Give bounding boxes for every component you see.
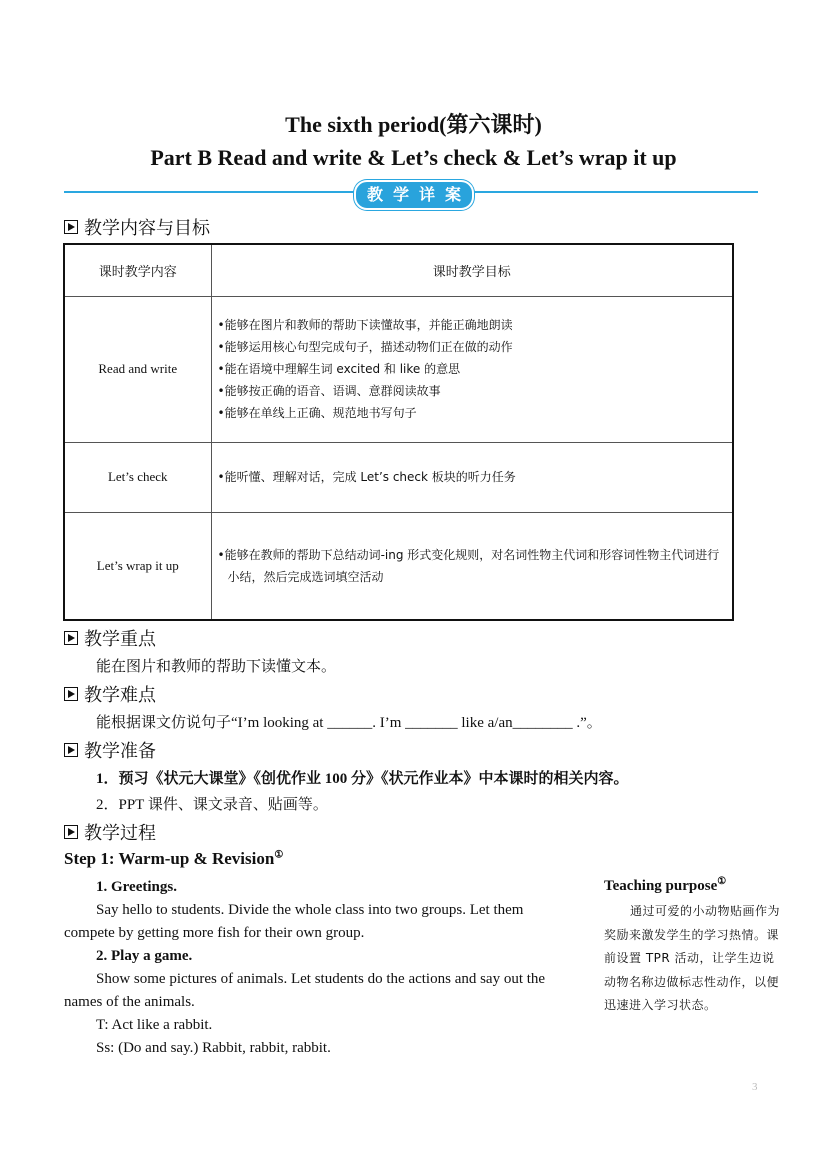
section-title: 教学难点	[84, 685, 156, 706]
play-marker-icon	[64, 825, 78, 839]
goal-item: •能在语境中理解生词 excited 和 like 的意思	[217, 362, 461, 376]
section-title: 教学准备	[84, 741, 156, 762]
table-cell-goals	[211, 442, 733, 512]
goal-item: •能够按正确的语音、语调、意群阅读故事	[217, 384, 441, 398]
banner-char: 教	[366, 185, 383, 204]
play-marker-icon	[64, 220, 78, 234]
sidebar-text: 通过可爱的小动物贴画作为奖励来激发学生的学习热情。课前设置 TPR 活动，让学生边说动物名称边做标志性动作，以便迅速进入学习状态。	[604, 904, 781, 1012]
table-cell-content: Read and write	[64, 296, 211, 442]
goals-table	[63, 243, 734, 621]
footnote-mark: ①	[274, 849, 284, 861]
section-heading-difficulties	[64, 681, 156, 707]
page-subtitle: Part B Read and write & Let’s check & Let’s wrap it up	[150, 145, 677, 170]
banner-badge	[354, 180, 474, 210]
goal-item: •能听懂、理解对话，完成 Let’s check 板块的听力任务	[217, 470, 516, 484]
difficulties-text: 能根据课文仿说句子“I’m looking at ______. I’m _______ like a/an________ .”。	[96, 715, 602, 731]
footnote-mark: ①	[717, 876, 727, 887]
table-row	[64, 512, 733, 620]
play-marker-icon	[64, 743, 78, 757]
sidebar-title-text: Teaching purpose	[604, 878, 718, 894]
preparation-item: 1．预习《状元大课堂》《创优作业 100 分》《状元作业本》中本课时的相关内容。	[96, 771, 629, 787]
section-title: 教学过程	[84, 823, 156, 844]
page-title: The sixth period(第六课时)	[285, 112, 542, 137]
preparation-item: 2．PPT 课件、课文录音、贴画等。	[96, 797, 328, 813]
step-title	[64, 849, 283, 869]
banner-char: 案	[444, 185, 461, 204]
sidebar-title	[604, 876, 726, 895]
table-header-cell: 课时教学内容	[64, 244, 211, 296]
section-title: 教学内容与目标	[84, 218, 210, 239]
table-header-cell: 课时教学目标	[211, 244, 733, 296]
section-heading-preparation	[64, 737, 156, 763]
play-marker-icon	[64, 631, 78, 645]
table-row	[64, 296, 733, 442]
greetings-title: 1. Greetings.	[96, 879, 177, 895]
dialog-line: Ss: (Do and say.) Rabbit, rabbit, rabbit.	[96, 1040, 331, 1056]
banner-char: 学	[392, 185, 409, 204]
section-heading-key-points	[64, 625, 156, 651]
goal-item: •能够在单线上正确、规范地书写句子	[217, 406, 417, 420]
section-title: 教学重点	[84, 629, 156, 650]
page-number: 3	[752, 1081, 758, 1093]
section-heading-content-goals	[64, 214, 210, 240]
play-marker-icon	[64, 687, 78, 701]
game-title: 2. Play a game.	[96, 948, 193, 964]
key-points-text: 能在图片和教师的帮助下读懂文本。	[96, 659, 337, 675]
goal-item: •能够在图片和教师的帮助下读懂故事，并能正确地朗读	[217, 318, 513, 332]
table-cell-content: Let’s wrap it up	[64, 512, 211, 620]
table-cell-goals	[211, 296, 733, 442]
goal-item: •能够运用核心句型完成句子，描述动物们正在做的动作	[217, 340, 513, 354]
table-cell-content: Let’s check	[64, 442, 211, 512]
table-header-row	[64, 244, 733, 296]
goal-item: •能够在教师的帮助下总结动词-ing 形式变化规则，对名词性物主代词和形容词性物主代词进行小结，然后完成选词填空活动	[217, 547, 720, 584]
banner-char: 详	[418, 185, 435, 204]
section-heading-process	[64, 819, 156, 845]
table-cell-goals	[211, 512, 733, 620]
dialog-line: T: Act like a rabbit.	[96, 1017, 213, 1033]
step-body	[64, 876, 556, 1060]
game-text: Show some pictures of animals. Let students do the actions and say out the names of the animals.	[64, 971, 546, 1010]
table-row	[64, 442, 733, 512]
greetings-text: Say hello to students. Divide the whole class into two groups. Let them compete by getting more fish for their own group.	[64, 902, 524, 941]
step-title-text: Step 1: Warm-up & Revision	[64, 849, 275, 868]
